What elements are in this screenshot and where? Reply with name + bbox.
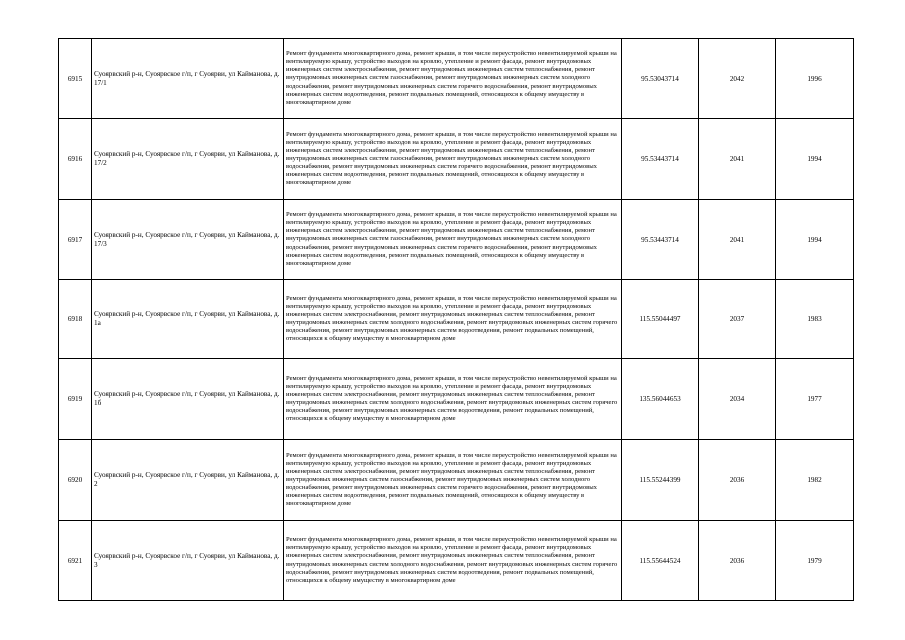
- row-works: Ремонт фундамента многоквартирного дома, ремонт крыши, в том числе переустройство невентилируемой крыши на вентилируемую крышу, устройство выходов на кровлю, утепление и ремонт фасада, ремонт внутридомовых инженерных систем электроснабжения, ремонт внутридомовых инженерных систем теплоснабжения, ремонт внутридомовых инженерных систем холодного водоснабжения, ремонт внутридомовых инженерных систем горячего водоснабжения, ремонт внутридомовых инженерных систем водоотведения, ремонт подвальных помещений, относящихся к общему имуществу в многоквартирном доме: [284, 521, 622, 601]
- row-address: Суоярвский р-н, Суоярвское г/п, г Суоярви, ул Кайманова, д. 1б: [92, 359, 284, 440]
- row-cost: 115.55044497: [622, 280, 699, 359]
- row-address: Суоярвский р-н, Суоярвское г/п, г Суоярви, ул Кайманова, д. 17/3: [92, 200, 284, 280]
- row-cost: 95.53443714: [622, 200, 699, 280]
- row-plan-year: 2041: [699, 200, 776, 280]
- row-number: 6920: [59, 440, 92, 521]
- table-row: [59, 440, 854, 521]
- table-row: [59, 280, 854, 359]
- row-plan-year: 2036: [699, 440, 776, 521]
- row-address: Суоярвский р-н, Суоярвское г/п, г Суоярви, ул Кайманова, д. 2: [92, 440, 284, 521]
- row-plan-year: 2041: [699, 119, 776, 200]
- row-built-year: 1979: [776, 521, 854, 601]
- table-row: [59, 39, 854, 119]
- row-plan-year: 2036: [699, 521, 776, 601]
- row-works: Ремонт фундамента многоквартирного дома, ремонт крыши, в том числе переустройство невентилируемой крыши на вентилируемую крышу, устройство выходов на кровлю, утепление и ремонт фасада, ремонт внутридомовых инженерных систем электроснабжения, ремонт внутридомовых инженерных систем теплоснабжения, ремонт внутридомовых инженерных систем холодного водоснабжения, ремонт внутридомовых инженерных систем горячего водоснабжения, ремонт внутридомовых инженерных систем водоотведения, ремонт подвальных помещений, относящихся к общему имуществу в многоквартирном доме: [284, 359, 622, 440]
- row-address: Суоярвский р-н, Суоярвское г/п, г Суоярви, ул Кайманова, д. 17/2: [92, 119, 284, 200]
- row-built-year: 1977: [776, 359, 854, 440]
- row-built-year: 1994: [776, 200, 854, 280]
- row-cost: 95.53043714: [622, 39, 699, 119]
- row-works: Ремонт фундамента многоквартирного дома, ремонт крыши, в том числе переустройство невентилируемой крыши на вентилируемую крышу, устройство выходов на кровлю, утепление и ремонт фасада, ремонт внутридомовых инженерных систем электроснабжения, ремонт внутридомовых инженерных систем теплоснабжения, ремонт внутридомовых инженерных систем холодного водоснабжения, ремонт внутридомовых инженерных систем горячего водоснабжения, ремонт внутридомовых инженерных систем водоотведения, ремонт подвальных помещений, относящихся к общему имуществу в многоквартирном доме: [284, 280, 622, 359]
- row-built-year: 1996: [776, 39, 854, 119]
- row-cost: 115.55644524: [622, 521, 699, 601]
- row-number: 6916: [59, 119, 92, 200]
- row-works: Ремонт фундамента многоквартирного дома, ремонт крыши, в том числе переустройство невентилируемой крыши на вентилируемую крышу, устройство выходов на кровлю, утепление и ремонт фасада, ремонт внутридомовых инженерных систем электроснабжения, ремонт внутридомовых инженерных систем теплоснабжения, ремонт внутридомовых инженерных систем газоснабжения, ремонт внутридомовых инженерных систем холодного водоснабжения, ремонт внутридомовых инженерных систем горячего водоснабжения, ремонт внутридомовых инженерных систем водоотведения, ремонт подвальных помещений, относящихся к общему имуществу в многоквартирном доме: [284, 440, 622, 521]
- row-cost: 95.53443714: [622, 119, 699, 200]
- row-number: 6921: [59, 521, 92, 601]
- table-row: [59, 521, 854, 601]
- row-plan-year: 2042: [699, 39, 776, 119]
- row-cost: 115.55244399: [622, 440, 699, 521]
- row-number: 6919: [59, 359, 92, 440]
- row-cost: 135.56044653: [622, 359, 699, 440]
- row-number: 6917: [59, 200, 92, 280]
- row-address: Суоярвский р-н, Суоярвское г/п, г Суоярви, ул Кайманова, д. 17/1: [92, 39, 284, 119]
- table-row: [59, 119, 854, 200]
- row-built-year: 1983: [776, 280, 854, 359]
- row-plan-year: 2034: [699, 359, 776, 440]
- row-address: Суоярвский р-н, Суоярвское г/п, г Суоярви, ул Кайманова, д. 3: [92, 521, 284, 601]
- row-built-year: 1994: [776, 119, 854, 200]
- row-works: Ремонт фундамента многоквартирного дома, ремонт крыши, в том числе переустройство невентилируемой крыши на вентилируемую крышу, устройство выходов на кровлю, утепление и ремонт фасада, ремонт внутридомовых инженерных систем электроснабжения, ремонт внутридомовых инженерных систем теплоснабжения, ремонт внутридомовых инженерных систем газоснабжения, ремонт внутридомовых инженерных систем холодного водоснабжения, ремонт внутридомовых инженерных систем горячего водоснабжения, ремонт внутридомовых инженерных систем водоотведения, ремонт подвальных помещений, относящихся к общему имуществу в многоквартирном доме: [284, 119, 622, 200]
- row-plan-year: 2037: [699, 280, 776, 359]
- table-row: [59, 200, 854, 280]
- row-works: Ремонт фундамента многоквартирного дома, ремонт крыши, в том числе переустройство невентилируемой крыши на вентилируемую крышу, устройство выходов на кровлю, утепление и ремонт фасада, ремонт внутридомовых инженерных систем электроснабжения, ремонт внутридомовых инженерных систем теплоснабжения, ремонт внутридомовых инженерных систем газоснабжения, ремонт внутридомовых инженерных систем холодного водоснабжения, ремонт внутридомовых инженерных систем горячего водоснабжения, ремонт внутридомовых инженерных систем водоотведения, ремонт подвальных помещений, относящихся к общему имуществу в многоквартирном доме: [284, 39, 622, 119]
- row-works: Ремонт фундамента многоквартирного дома, ремонт крыши, в том числе переустройство невентилируемой крыши на вентилируемую крышу, устройство выходов на кровлю, утепление и ремонт фасада, ремонт внутридомовых инженерных систем электроснабжения, ремонт внутридомовых инженерных систем теплоснабжения, ремонт внутридомовых инженерных систем газоснабжения, ремонт внутридомовых инженерных систем холодного водоснабжения, ремонт внутридомовых инженерных систем горячего водоснабжения, ремонт внутридомовых инженерных систем водоотведения, ремонт подвальных помещений, относящихся к общему имуществу в многоквартирном доме: [284, 200, 622, 280]
- row-number: 6918: [59, 280, 92, 359]
- row-number: 6915: [59, 39, 92, 119]
- row-built-year: 1982: [776, 440, 854, 521]
- row-address: Суоярвский р-н, Суоярвское г/п, г Суоярви, ул Кайманова, д. 1а: [92, 280, 284, 359]
- register-table: [58, 38, 854, 601]
- table-row: [59, 359, 854, 440]
